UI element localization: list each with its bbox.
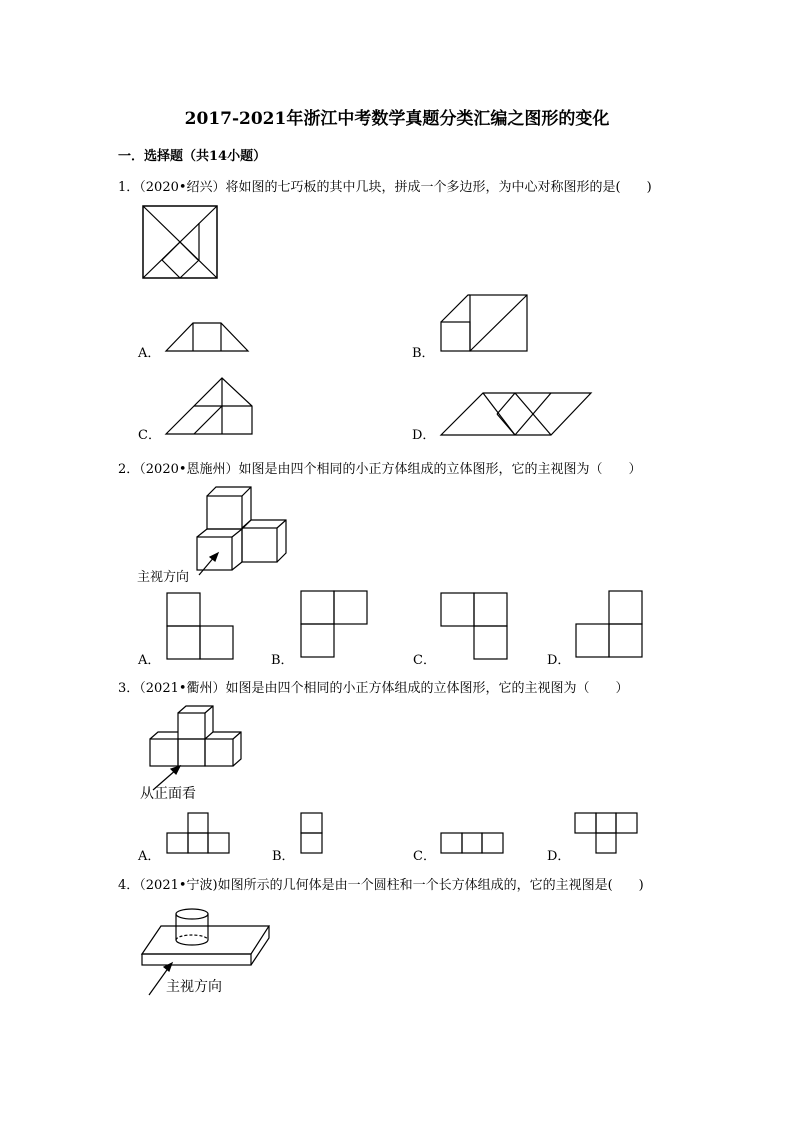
question-1-text: 1．（2020•绍兴）将如图的七巧板的其中几块，拼成一个多边形，为中心对称图形的是( ) <box>118 180 652 195</box>
q3-option-a-label[interactable]: A． <box>138 849 161 864</box>
q1-option-d-figure[interactable] <box>440 392 592 436</box>
q1-option-b-label[interactable]: B． <box>412 346 435 361</box>
q1-option-a-label[interactable]: A． <box>138 346 161 361</box>
q4-view-label: 主视方向 <box>166 979 222 995</box>
tangram-figure <box>142 205 218 279</box>
q2-option-b-label[interactable]: B． <box>271 653 294 668</box>
q2-option-a-label[interactable]: A． <box>138 653 161 668</box>
q3-view-label: 从正面看 <box>140 786 196 802</box>
q2-option-a-figure[interactable] <box>166 592 234 660</box>
q3-option-b-label[interactable]: B． <box>272 849 295 864</box>
q2-option-d-figure[interactable] <box>575 590 643 658</box>
q3-cubes-figure <box>149 705 243 767</box>
q3-option-a-figure[interactable] <box>166 812 230 854</box>
question-4-text: 4．（2021•宁波)如图所示的几何体是由一个圆柱和一个长方体组成的，它的主视图是( ) <box>118 878 644 893</box>
q1-option-c-label[interactable]: C． <box>138 428 161 443</box>
q2-option-c-figure[interactable] <box>440 592 508 660</box>
q4-cylinder-prism-figure <box>141 902 271 966</box>
q3-option-c-figure[interactable] <box>440 832 504 854</box>
q1-option-d-label[interactable]: D． <box>412 428 436 443</box>
q1-option-c-figure[interactable] <box>165 377 253 435</box>
q3-option-d-figure[interactable] <box>574 812 638 854</box>
q2-option-b-figure[interactable] <box>300 590 368 658</box>
question-3-text: 3．（2021•衢州）如图是由四个相同的小正方体组成的立体图形，它的主视图为（ ） <box>118 681 629 696</box>
section-heading: 一．选择题（共14小题） <box>118 149 267 164</box>
document-title: 2017-2021年浙江中考数学真题分类汇编之图形的变化 <box>184 109 610 129</box>
q3-option-c-label[interactable]: C． <box>413 849 436 864</box>
q2-view-label: 主视方向 <box>137 570 190 585</box>
q3-option-b-figure[interactable] <box>300 812 324 854</box>
q3-option-d-label[interactable]: D． <box>547 849 571 864</box>
q1-option-b-figure[interactable] <box>440 294 528 352</box>
q2-option-d-label[interactable]: D． <box>547 653 571 668</box>
question-2-text: 2．（2020•恩施州）如图是由四个相同的小正方体组成的立体图形，它的主视图为（ ） <box>118 462 642 477</box>
view-direction-arrow <box>198 552 220 576</box>
q1-option-a-figure[interactable] <box>165 322 249 352</box>
q2-option-c-label[interactable]: C． <box>413 653 436 668</box>
